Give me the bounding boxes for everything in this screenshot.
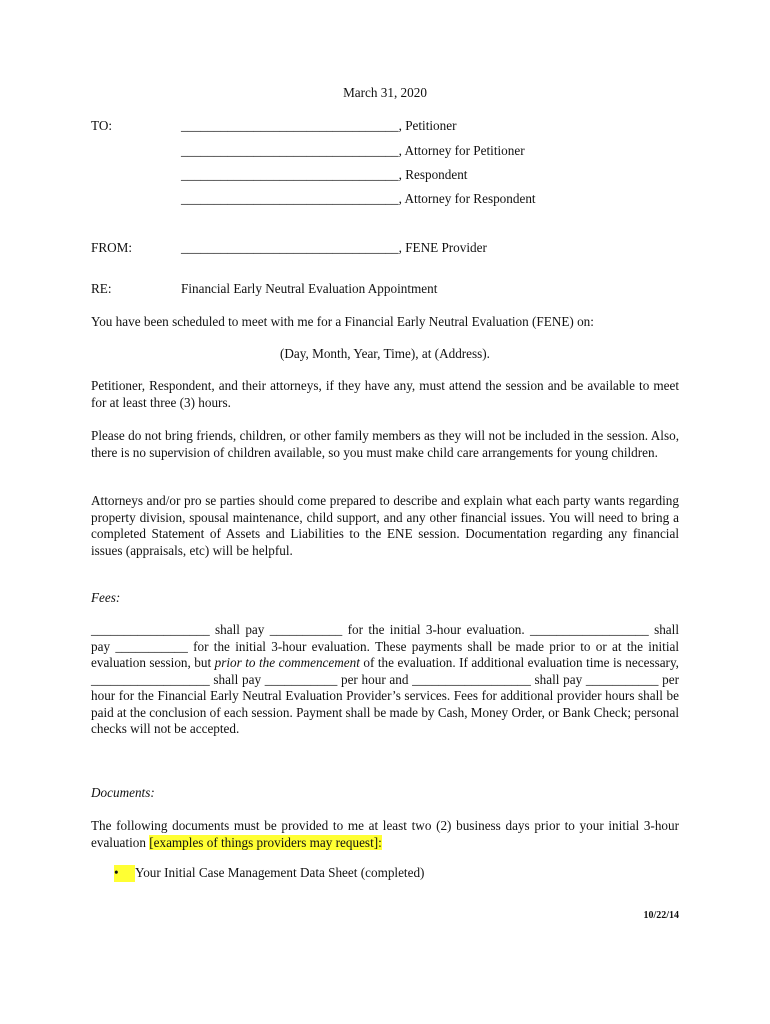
scheduled-statement: You have been scheduled to meet with me for a Financial Early Neutral Evaluation (FENE) on: bbox=[91, 314, 594, 329]
signature-blank: _________________________________ bbox=[181, 118, 399, 133]
to-line-respondent bbox=[181, 167, 467, 184]
role-label: , Attorney for Respondent bbox=[398, 191, 536, 206]
role-label: , FENE Provider bbox=[398, 240, 487, 255]
bullet-icon: • bbox=[114, 865, 135, 882]
to-line-attorney-petitioner bbox=[181, 143, 525, 160]
re-subject: Financial Early Neutral Evaluation Appointment bbox=[181, 281, 438, 296]
documents-highlight-note: [examples of things providers may request]: bbox=[149, 834, 382, 850]
role-label: , Attorney for Petitioner bbox=[398, 143, 525, 158]
signature-blank: _________________________________ bbox=[181, 143, 399, 158]
fees-heading: Fees: bbox=[91, 590, 121, 605]
attendance-paragraph: Petitioner, Respondent, and their attorneys, if they have any, must attend the session and be available to meet for at least three (3) hours. bbox=[91, 378, 679, 410]
fees-paragraph bbox=[91, 622, 679, 738]
appointment-details: (Day, Month, Year, Time), at (Address). bbox=[280, 346, 490, 361]
bullet-item bbox=[114, 865, 424, 882]
re-label: RE: bbox=[91, 281, 112, 296]
documents-paragraph bbox=[91, 818, 679, 851]
revision-date-code: 10/22/14 bbox=[643, 910, 679, 921]
documents-intro: The following documents must be provided to me at least two (2) business days prior to your initial 3-hour evaluation bbox=[91, 818, 679, 850]
documents-heading: Documents: bbox=[91, 785, 155, 800]
to-label: TO: bbox=[91, 118, 113, 133]
fees-text-1: __________________ shall pay ___________ for the initial 3-hour evaluation. __________________ shall pay ___________ for the initial 3-hour evaluation. These payments shall be made prior to or at the initial evaluation session, but bbox=[91, 622, 679, 670]
signature-blank: _________________________________ bbox=[181, 240, 399, 255]
fees-text-2: of the evaluation. If additional evaluation time is necessary, __________________ shall pay ___________ per hour and __________________ shall pay ___________ per hour for the Financial Early Neutral Evaluation Provider’s services. Fees for additional provider hours shall be paid at the conclusion of each session. Payment shall be made by Cash, Money Order, or Bank Check; personal checks will not be accepted. bbox=[91, 655, 680, 736]
no-children-paragraph: Please do not bring friends, children, or other family members as they will not be included in the session. Also, there is no supervision of children available, so you must make child care arrangements for young children. bbox=[91, 428, 679, 460]
role-label: , Respondent bbox=[398, 167, 468, 182]
letter-date: March 31, 2020 bbox=[343, 85, 427, 100]
to-line-petitioner bbox=[181, 118, 456, 135]
bullet-item-text: Your Initial Case Management Data Sheet (completed) bbox=[135, 865, 425, 880]
to-line-attorney-respondent bbox=[181, 191, 536, 208]
signature-blank: _________________________________ bbox=[181, 191, 399, 206]
fees-emphasis: prior to the commencement bbox=[214, 655, 360, 670]
preparation-paragraph: Attorneys and/or pro se parties should come prepared to describe and explain what each party wants regarding property division, spousal maintenance, child support, and any other financial issues. You will need to bring a completed Statement of Assets and Liabilities to the ENE session. Documentation regarding any financial issues (appraisals, etc) will be helpful. bbox=[91, 493, 679, 558]
signature-blank: _________________________________ bbox=[181, 167, 399, 182]
from-label: FROM: bbox=[91, 240, 133, 255]
role-label: , Petitioner bbox=[398, 118, 457, 133]
from-line bbox=[181, 240, 487, 257]
